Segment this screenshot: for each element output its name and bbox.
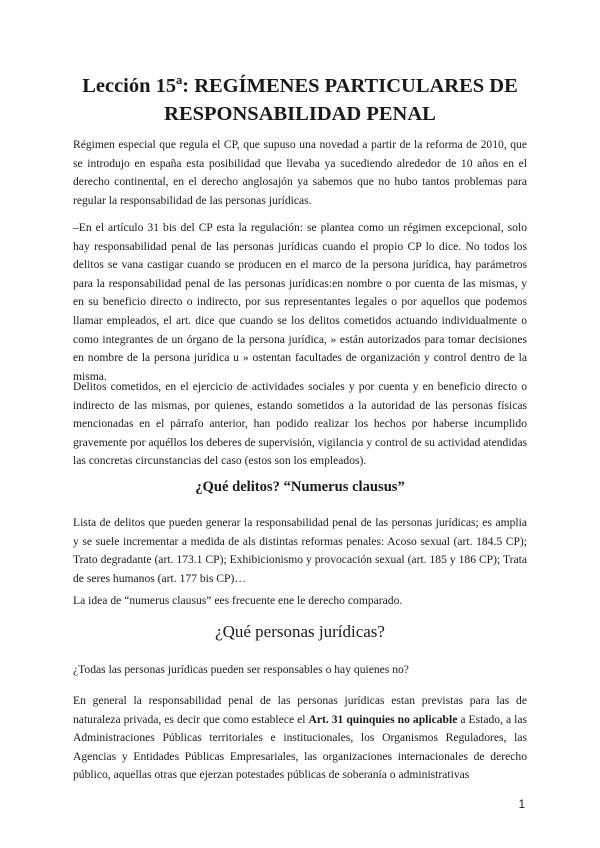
article-reference: Art. 31 quinquies no aplicable [308,712,458,726]
heading-que-delitos: ¿Qué delitos? “Numerus clausus” [195,479,405,495]
lesson-title [60,72,540,128]
title-line-2: RESPONSABILIDAD PENAL [164,103,436,125]
paragraph-delitos-cometidos: Delitos cometidos, en el ejercicio de actividades sociales y por cuenta y en beneficio directo o indirecto de las mismas, por quienes, estando sometidos a la autoridad de las personas físicas mencionadas en el párrafo anterior, han podido realizar los hechos por haberse incumplido gravemente por aquéllos los deberes de supervisión, vigilancia y control de su actividad atendidas las concretas circunstancias del caso (estos son los empleados). [73,380,527,468]
paragraph-lista-delitos: Lista de delitos que pueden generar la responsabilidad penal de las personas jurídicas; es amplia y se suele incrementar a medida de als distintas reformas penales: Acoso sexual (art. 184.5 CP); Trato degradante (art. 173.1 CP); Exhibicionismo y provocación sexual (art. 185 y 186 CP); Trata de seres humanos (art. 177 bis CP)… [73,516,527,585]
paragraph-text-a: En general la responsabilidad penal de las personas jurídicas estan previstas para las de naturaleza privada, es decir que como establece el [73,694,527,726]
heading-que-personas: ¿Qué personas jurídicas? [215,622,385,641]
paragraph-pregunta: ¿Todas las personas jurídicas pueden ser responsables o hay quienes no? [73,663,409,676]
paragraph-text-b: a Estado, a las Administraciones Públicas territoriales e institucionales, los Organismos Reguladores, las Agencias y Entidades Públicas Empresariales, las organizaciones internacionales de derecho público, aquellas otras que ejerzan potestades públicas de soberanía o administrativas [73,712,527,782]
paragraph-article-31-bis: –En el artículo 31 bis del CP esta la regulación: se plantea como un régimen excepcional, solo hay responsabilidad penal de las personas jurídicas cuando el propio CP lo dice. No todos los delitos se vana castigar cuando se producen en el marco de la persona jurídica, hay parámetros para la responsabilidad penal de las personas jurídicas:en nombre o por cuenta de las mismas, y en su beneficio directo o indirecto, por sus representantes legales o por aquellos que podemos llamar empleados, el art. dice que cuando se los delitos cometidos actuando individualmente o como integrantes de un órgano de la persona jurídica, » están autorizados para tomar decisiones en nombre de la persona jurídica u » ostentan facultades de organización y control dentro de la misma. [73,221,527,383]
title-line-1: Lección 15ª: REGÍMENES PARTICULARES DE [82,75,518,97]
paragraph-intro: Régimen especial que regula el CP, que supuso una novedad a partir de la reforma de 2010, que se introdujo en españa esta posibilidad que llevaba ya sucediendo alrededor de 10 años en el derecho continental, en el derecho anglosajón ya sabemos que no hubo tantos problemas para regular la responsabilidad de las personas jurídicas. [73,138,527,207]
page-number: 1 [518,799,525,811]
paragraph-regimen-general [73,692,527,785]
paragraph-numerus-clausus: La idea de “numerus clausus” ees frecuente ene le derecho comparado. [73,594,403,607]
